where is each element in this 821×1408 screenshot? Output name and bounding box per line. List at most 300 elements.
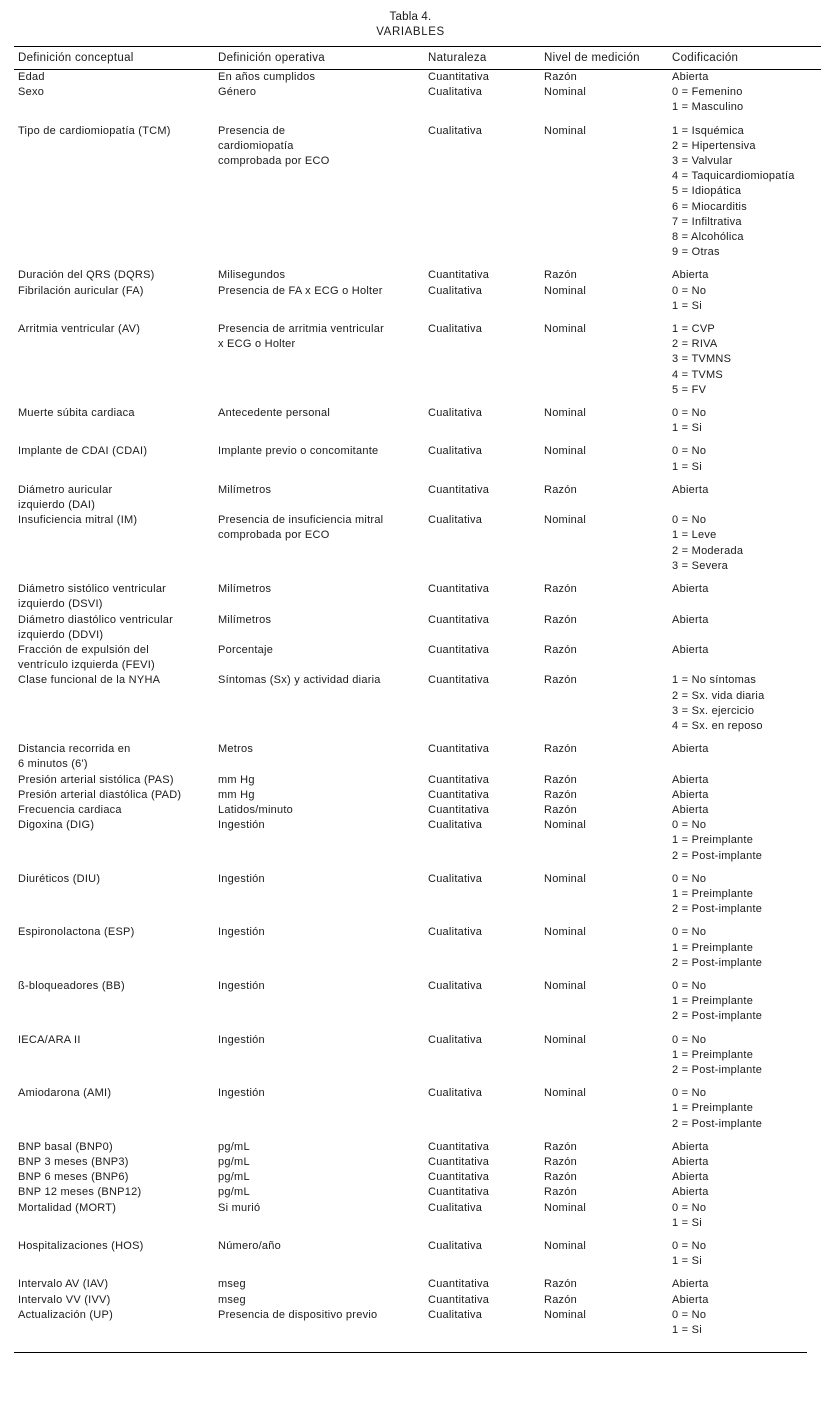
codification-option: 0 = No [672, 819, 707, 832]
cell-naturaleza: Cualitativa [428, 323, 483, 336]
cell-codificacion [672, 85, 821, 115]
codification-option: 1 = Si [672, 299, 702, 312]
cell-definicion-operativa: mseg [218, 1278, 246, 1291]
cell-definicion-conceptual: Presión arterial sistólica (PAS) [18, 773, 174, 786]
cell-nivel-medicion: Razón [544, 803, 578, 816]
codification-option: Abierta [672, 583, 709, 596]
cell-nivel-medicion: Nominal [544, 926, 587, 939]
codification-option: 2 = Post-implante [672, 903, 763, 916]
codification-option: Abierta [672, 483, 709, 496]
row-spacer [14, 864, 821, 872]
cell-definicion-conceptual: Diuréticos (DIU) [18, 872, 101, 885]
cell-nivel-medicion: Razón [544, 1186, 578, 1199]
row-spacer [14, 1025, 821, 1033]
cell-definicion-conceptual: Diámetro sistólico ventricular izquierdo (DSVI) [18, 583, 167, 611]
cell-definicion-conceptual: Digoxina (DIG) [18, 819, 95, 832]
cell-naturaleza: Cualitativa [428, 124, 483, 137]
cell-definicion-operativa: pg/mL [218, 1186, 250, 1199]
cell-definicion-operativa: mseg [218, 1293, 246, 1306]
cell-nivel-medicion: Nominal [544, 1033, 587, 1046]
codification-option: 4 = TVMS [672, 368, 724, 381]
cell-nivel-medicion: Razón [544, 483, 578, 496]
codification-option: Abierta [672, 1140, 709, 1153]
table-row [14, 444, 821, 474]
cell-codificacion [672, 322, 821, 398]
row-spacer-cell [14, 398, 821, 406]
cell-definicion-conceptual: Implante de CDAI (CDAI) [18, 445, 148, 458]
cell-definicion-operativa: pg/mL [218, 1140, 250, 1153]
cell-nivel-medicion: Razón [544, 743, 578, 756]
row-spacer-cell [14, 1078, 821, 1086]
codification-option: 1 = Preimplante [672, 887, 754, 900]
codification-option: 2 = Post-implante [672, 1117, 763, 1130]
codification-option: Abierta [672, 71, 709, 83]
codification-option: 2 = Moderada [672, 544, 744, 557]
cell-codificacion [672, 70, 821, 86]
cell-naturaleza: Cuantitativa [428, 71, 490, 83]
cell-definicion-conceptual: BNP 12 meses (BNP12) [18, 1186, 142, 1199]
codification-option: 1 = Preimplante [672, 1102, 754, 1115]
codification-option: 0 = No [672, 407, 707, 420]
table-row [14, 1086, 821, 1132]
cell-definicion-conceptual: Actualización (UP) [18, 1308, 113, 1321]
cell-nivel-medicion: Nominal [544, 514, 587, 527]
row-spacer-cell [14, 864, 821, 872]
row-spacer [14, 475, 821, 483]
codification-option: 2 = RIVA [672, 338, 718, 351]
cell-naturaleza: Cualitativa [428, 1201, 483, 1214]
cell-naturaleza: Cualitativa [428, 86, 483, 99]
codification-option: 0 = No [672, 514, 707, 527]
cell-definicion-conceptual: Insuficiencia mitral (IM) [18, 514, 138, 527]
cell-naturaleza: Cualitativa [428, 284, 483, 297]
cell-naturaleza: Cuantitativa [428, 483, 490, 496]
cell-definicion-conceptual: Muerte súbita cardiaca [18, 407, 135, 420]
cell-definicion-conceptual: Tipo de cardiomiopatía (TCM) [18, 124, 171, 137]
cell-naturaleza: Cuantitativa [428, 1156, 490, 1168]
cell-codificacion [672, 444, 821, 474]
codification-option: 1 = CVP [672, 323, 716, 336]
cell-naturaleza: Cuantitativa [428, 1186, 490, 1199]
codification-option: 0 = No [672, 926, 707, 939]
codification-option: Abierta [672, 773, 709, 786]
cell-definicion-operativa: Milímetros [218, 483, 272, 496]
codification-option: 1 = No síntomas [672, 674, 757, 687]
codification-option: 1 = Si [672, 1255, 702, 1268]
cell-definicion-conceptual: Espironolactona (ESP) [18, 926, 135, 939]
cell-codificacion [672, 643, 821, 673]
cell-naturaleza: Cuantitativa [428, 583, 490, 596]
row-spacer-cell [14, 734, 821, 742]
cell-definicion-conceptual: Presión arterial diastólica (PAD) [18, 788, 182, 801]
cell-definicion-operativa: Género [218, 86, 257, 99]
caption-line-title: VARIABLES [376, 26, 445, 38]
cell-definicion-operativa: Presencia de arritmia ventricular x ECG o Holter [218, 323, 384, 351]
cell-codificacion [672, 1201, 821, 1231]
codification-option: Abierta [672, 1156, 709, 1168]
cell-nivel-medicion: Nominal [544, 1308, 587, 1321]
cell-codificacion [672, 1293, 821, 1308]
cell-nivel-medicion: Razón [544, 643, 578, 656]
row-spacer [14, 260, 821, 268]
codification-option: 4 = Taquicardiomiopatía [672, 170, 795, 183]
codification-option: 1 = Preimplante [672, 834, 754, 847]
row-spacer-cell [14, 574, 821, 582]
cell-codificacion [672, 1239, 821, 1269]
codification-option: 0 = No [672, 979, 707, 992]
cell-definicion-operativa: Si murió [218, 1201, 261, 1214]
table-row [14, 1170, 821, 1185]
table-row [14, 643, 821, 673]
codification-option: Abierta [672, 1293, 709, 1306]
cell-definicion-conceptual: ß-bloqueadores (BB) [18, 979, 125, 992]
cell-nivel-medicion: Nominal [544, 819, 587, 832]
row-spacer-cell [14, 971, 821, 979]
cell-naturaleza: Cualitativa [428, 872, 483, 885]
cell-codificacion [672, 1140, 821, 1155]
cell-codificacion [672, 582, 821, 612]
table-row [14, 872, 821, 918]
cell-naturaleza: Cuantitativa [428, 803, 490, 816]
cell-naturaleza: Cuantitativa [428, 674, 490, 687]
cell-definicion-conceptual: Distancia recorrida en 6 minutos (6') [18, 743, 131, 771]
cell-definicion-operativa: mm Hg [218, 788, 255, 801]
codification-option: 0 = No [672, 1087, 707, 1100]
cell-nivel-medicion: Razón [544, 1156, 578, 1168]
cell-nivel-medicion: Nominal [544, 124, 587, 137]
cell-naturaleza: Cuantitativa [428, 1293, 490, 1306]
cell-naturaleza: Cualitativa [428, 819, 483, 832]
cell-codificacion [672, 268, 821, 283]
cell-definicion-operativa: Ingestión [218, 819, 265, 832]
cell-definicion-operativa: Ingestión [218, 926, 265, 939]
row-spacer [14, 398, 821, 406]
row-spacer [14, 436, 821, 444]
cell-definicion-operativa: En años cumplidos [218, 71, 316, 83]
cell-definicion-operativa: Presencia de insuficiencia mitral comprobada por ECO [218, 514, 384, 542]
codification-option: Abierta [672, 743, 709, 756]
cell-nivel-medicion: Razón [544, 1140, 578, 1153]
variables-table [14, 46, 821, 1338]
codification-option: 5 = Idiopática [672, 185, 742, 198]
row-spacer-cell [14, 1231, 821, 1239]
codification-option: 0 = No [672, 1240, 707, 1253]
table-header-row [14, 47, 821, 70]
codification-option: 2 = Post-implante [672, 1063, 763, 1076]
cell-definicion-conceptual: BNP 6 meses (BNP6) [18, 1171, 129, 1184]
column-header-conceptual: Definición conceptual [14, 47, 218, 70]
cell-nivel-medicion: Razón [544, 71, 578, 83]
caption-line-number: Tabla 4. [389, 11, 432, 23]
table-row [14, 70, 821, 86]
codification-option: Abierta [672, 1278, 709, 1291]
codification-option: 3 = Severa [672, 559, 729, 572]
cell-definicion-operativa: pg/mL [218, 1171, 250, 1184]
codification-option: 1 = Si [672, 460, 702, 473]
cell-naturaleza: Cualitativa [428, 445, 483, 458]
cell-definicion-operativa: Milímetros [218, 613, 272, 626]
cell-codificacion [672, 1033, 821, 1079]
row-spacer-cell [14, 1132, 821, 1140]
cell-nivel-medicion: Razón [544, 674, 578, 687]
row-spacer-cell [14, 1269, 821, 1277]
table-row [14, 582, 821, 612]
cell-definicion-operativa: Presencia de dispositivo previo [218, 1308, 378, 1321]
cell-naturaleza: Cuantitativa [428, 1278, 490, 1291]
cell-naturaleza: Cuantitativa [428, 788, 490, 801]
codification-option: Abierta [672, 803, 709, 816]
cell-naturaleza: Cualitativa [428, 979, 483, 992]
cell-definicion-conceptual: IECA/ARA II [18, 1033, 81, 1046]
codification-option: 0 = No [672, 1033, 707, 1046]
cell-codificacion [672, 1086, 821, 1132]
column-header-nivel: Nivel de medición [544, 47, 672, 70]
codification-option: Abierta [672, 269, 709, 282]
table-row [14, 979, 821, 1025]
cell-nivel-medicion: Nominal [544, 1240, 587, 1253]
cell-nivel-medicion: Razón [544, 1278, 578, 1291]
codification-option: 2 = Hipertensiva [672, 139, 756, 152]
codification-option: 0 = No [672, 284, 707, 297]
cell-naturaleza: Cuantitativa [428, 743, 490, 756]
row-spacer [14, 1231, 821, 1239]
cell-codificacion [672, 773, 821, 788]
cell-definicion-operativa: Número/año [218, 1240, 282, 1253]
table-row [14, 673, 821, 734]
row-spacer [14, 116, 821, 124]
codification-option: 3 = TVMNS [672, 353, 732, 366]
cell-naturaleza: Cuantitativa [428, 773, 490, 786]
cell-definicion-operativa: Ingestión [218, 872, 265, 885]
row-spacer-cell [14, 917, 821, 925]
cell-codificacion [672, 1170, 821, 1185]
table-row [14, 85, 821, 115]
table-row [14, 773, 821, 788]
cell-definicion-conceptual: Intervalo VV (IVV) [18, 1293, 111, 1306]
cell-nivel-medicion: Razón [544, 1171, 578, 1184]
cell-codificacion [672, 788, 821, 803]
row-spacer [14, 971, 821, 979]
cell-codificacion [672, 483, 821, 513]
codification-option: 0 = No [672, 872, 707, 885]
row-spacer [14, 917, 821, 925]
table-bottom-rule [14, 1352, 807, 1353]
row-spacer-cell [14, 116, 821, 124]
cell-codificacion [672, 1277, 821, 1292]
table-row [14, 788, 821, 803]
cell-definicion-conceptual: Intervalo AV (IAV) [18, 1278, 109, 1291]
cell-definicion-conceptual: Fracción de expulsión del ventrículo izquierda (FEVI) [18, 643, 155, 672]
cell-definicion-conceptual: Fibrilación auricular (FA) [18, 284, 144, 297]
cell-codificacion [672, 673, 821, 734]
column-header-naturaleza: Naturaleza [428, 47, 544, 70]
codification-option: 1 = Si [672, 1216, 702, 1229]
row-spacer-cell [14, 260, 821, 268]
cell-nivel-medicion: Nominal [544, 445, 587, 458]
cell-definicion-operativa: Ingestión [218, 1033, 265, 1046]
table-row [14, 1201, 821, 1231]
cell-definicion-operativa: Metros [218, 743, 254, 756]
cell-codificacion [672, 979, 821, 1025]
cell-nivel-medicion: Razón [544, 269, 578, 282]
cell-codificacion [672, 406, 821, 436]
row-spacer [14, 734, 821, 742]
codification-option: 2 = Post-implante [672, 1010, 763, 1023]
codification-option: 7 = Infiltrativa [672, 215, 742, 228]
codification-option: 1 = Preimplante [672, 995, 754, 1008]
cell-definicion-conceptual: Clase funcional de la NYHA [18, 674, 161, 687]
cell-definicion-conceptual: Arritmia ventricular (AV) [18, 323, 141, 336]
codification-option: 1 = Si [672, 422, 702, 435]
table-row [14, 483, 821, 513]
cell-codificacion [672, 742, 821, 772]
codification-option: 3 = Valvular [672, 155, 733, 168]
cell-definicion-conceptual: Sexo [18, 86, 45, 99]
cell-codificacion [672, 1185, 821, 1200]
codification-option: 1 = Leve [672, 529, 717, 542]
codification-option: 0 = No [672, 1201, 707, 1214]
codification-option: 9 = Otras [672, 246, 720, 259]
cell-definicion-operativa: Antecedente personal [218, 407, 331, 420]
cell-codificacion [672, 803, 821, 818]
table-caption [14, 10, 807, 40]
cell-definicion-conceptual: Amiodarona (AMI) [18, 1087, 112, 1100]
codification-option: Abierta [672, 1186, 709, 1199]
codification-option: 1 = Masculino [672, 101, 744, 114]
table-row [14, 1140, 821, 1155]
table-row [14, 513, 821, 574]
row-spacer [14, 574, 821, 582]
cell-nivel-medicion: Razón [544, 583, 578, 596]
cell-definicion-operativa: Ingestión [218, 979, 265, 992]
cell-codificacion [672, 284, 821, 314]
row-spacer [14, 1078, 821, 1086]
cell-codificacion [672, 925, 821, 971]
table-row [14, 406, 821, 436]
codification-option: 6 = Miocarditis [672, 200, 747, 213]
row-spacer-cell [14, 1025, 821, 1033]
table-row [14, 818, 821, 864]
table-row [14, 1239, 821, 1269]
table-row [14, 742, 821, 772]
cell-definicion-operativa: Porcentaje [218, 643, 274, 656]
cell-nivel-medicion: Razón [544, 773, 578, 786]
cell-definicion-operativa: Ingestión [218, 1087, 265, 1100]
codification-option: 0 = No [672, 445, 707, 458]
column-header-operativa: Definición operativa [218, 47, 428, 70]
table-row [14, 1293, 821, 1308]
cell-naturaleza: Cualitativa [428, 514, 483, 527]
codification-option: Abierta [672, 643, 709, 656]
table-row [14, 284, 821, 314]
cell-naturaleza: Cualitativa [428, 1240, 483, 1253]
table-row [14, 268, 821, 283]
cell-definicion-conceptual: Mortalidad (MORT) [18, 1201, 117, 1214]
cell-definicion-operativa: Síntomas (Sx) y actividad diaria [218, 674, 381, 687]
cell-definicion-operativa: mm Hg [218, 773, 255, 786]
row-spacer-cell [14, 314, 821, 322]
cell-definicion-operativa: Presencia de cardiomiopatía comprobada por ECO [218, 124, 330, 168]
cell-definicion-operativa: Presencia de FA x ECG o Holter [218, 284, 383, 297]
cell-naturaleza: Cualitativa [428, 1033, 483, 1046]
table-row [14, 322, 821, 398]
cell-naturaleza: Cuantitativa [428, 613, 490, 626]
codification-option: Abierta [672, 613, 709, 626]
cell-nivel-medicion: Razón [544, 1293, 578, 1306]
cell-nivel-medicion: Nominal [544, 284, 587, 297]
cell-codificacion [672, 1155, 821, 1170]
cell-naturaleza: Cuantitativa [428, 643, 490, 656]
codification-option: 1 = Si [672, 1324, 702, 1337]
row-spacer-cell [14, 475, 821, 483]
codification-option: 0 = No [672, 1308, 707, 1321]
cell-codificacion [672, 1308, 821, 1338]
codification-option: Abierta [672, 1171, 709, 1184]
cell-naturaleza: Cuantitativa [428, 269, 490, 282]
codification-option: 1 = Preimplante [672, 1048, 754, 1061]
codification-option: 0 = Femenino [672, 86, 743, 99]
cell-nivel-medicion: Nominal [544, 872, 587, 885]
cell-codificacion [672, 513, 821, 574]
column-header-codificacion: Codificación [672, 47, 821, 70]
row-spacer [14, 314, 821, 322]
cell-nivel-medicion: Nominal [544, 1087, 587, 1100]
cell-definicion-operativa: Implante previo o concomitante [218, 445, 379, 458]
codification-option: 8 = Alcohólica [672, 231, 744, 244]
codification-option: 4 = Sx. en reposo [672, 719, 763, 732]
cell-definicion-conceptual: Hospitalizaciones (HOS) [18, 1240, 144, 1253]
row-spacer-cell [14, 436, 821, 444]
table-row [14, 1033, 821, 1079]
table-head [14, 47, 821, 70]
cell-nivel-medicion: Nominal [544, 323, 587, 336]
cell-definicion-conceptual: Edad [18, 71, 45, 83]
cell-definicion-conceptual: Diámetro diastólico ventricular izquierdo (DDVI) [18, 613, 174, 641]
codification-option: 2 = Post-implante [672, 956, 763, 969]
cell-nivel-medicion: Razón [544, 613, 578, 626]
cell-nivel-medicion: Nominal [544, 979, 587, 992]
cell-codificacion [672, 124, 821, 261]
codification-option: 1 = Isquémica [672, 124, 745, 137]
cell-codificacion [672, 872, 821, 918]
cell-codificacion [672, 613, 821, 643]
codification-option: 2 = Sx. vida diaria [672, 689, 765, 702]
cell-definicion-conceptual: Diámetro auricular izquierdo (DAI) [18, 483, 113, 512]
table-body [14, 70, 821, 1339]
cell-nivel-medicion: Nominal [544, 86, 587, 99]
codification-option: 3 = Sx. ejercicio [672, 704, 755, 717]
cell-definicion-operativa: Milímetros [218, 583, 272, 596]
row-spacer [14, 1269, 821, 1277]
table-row [14, 1277, 821, 1292]
cell-naturaleza: Cualitativa [428, 1087, 483, 1100]
codification-option: 2 = Post-implante [672, 849, 763, 862]
cell-definicion-conceptual: Frecuencia cardiaca [18, 803, 122, 816]
cell-naturaleza: Cuantitativa [428, 1140, 490, 1153]
cell-definicion-conceptual: Duración del QRS (DQRS) [18, 269, 155, 282]
table-row [14, 1185, 821, 1200]
cell-codificacion [672, 818, 821, 864]
codification-option: Abierta [672, 788, 709, 801]
cell-naturaleza: Cualitativa [428, 407, 483, 420]
table-row [14, 124, 821, 261]
cell-naturaleza: Cualitativa [428, 926, 483, 939]
cell-naturaleza: Cualitativa [428, 1308, 483, 1321]
cell-definicion-operativa: Latidos/minuto [218, 803, 294, 816]
codification-option: 5 = FV [672, 383, 707, 396]
table-row [14, 1155, 821, 1170]
cell-nivel-medicion: Nominal [544, 1201, 587, 1214]
